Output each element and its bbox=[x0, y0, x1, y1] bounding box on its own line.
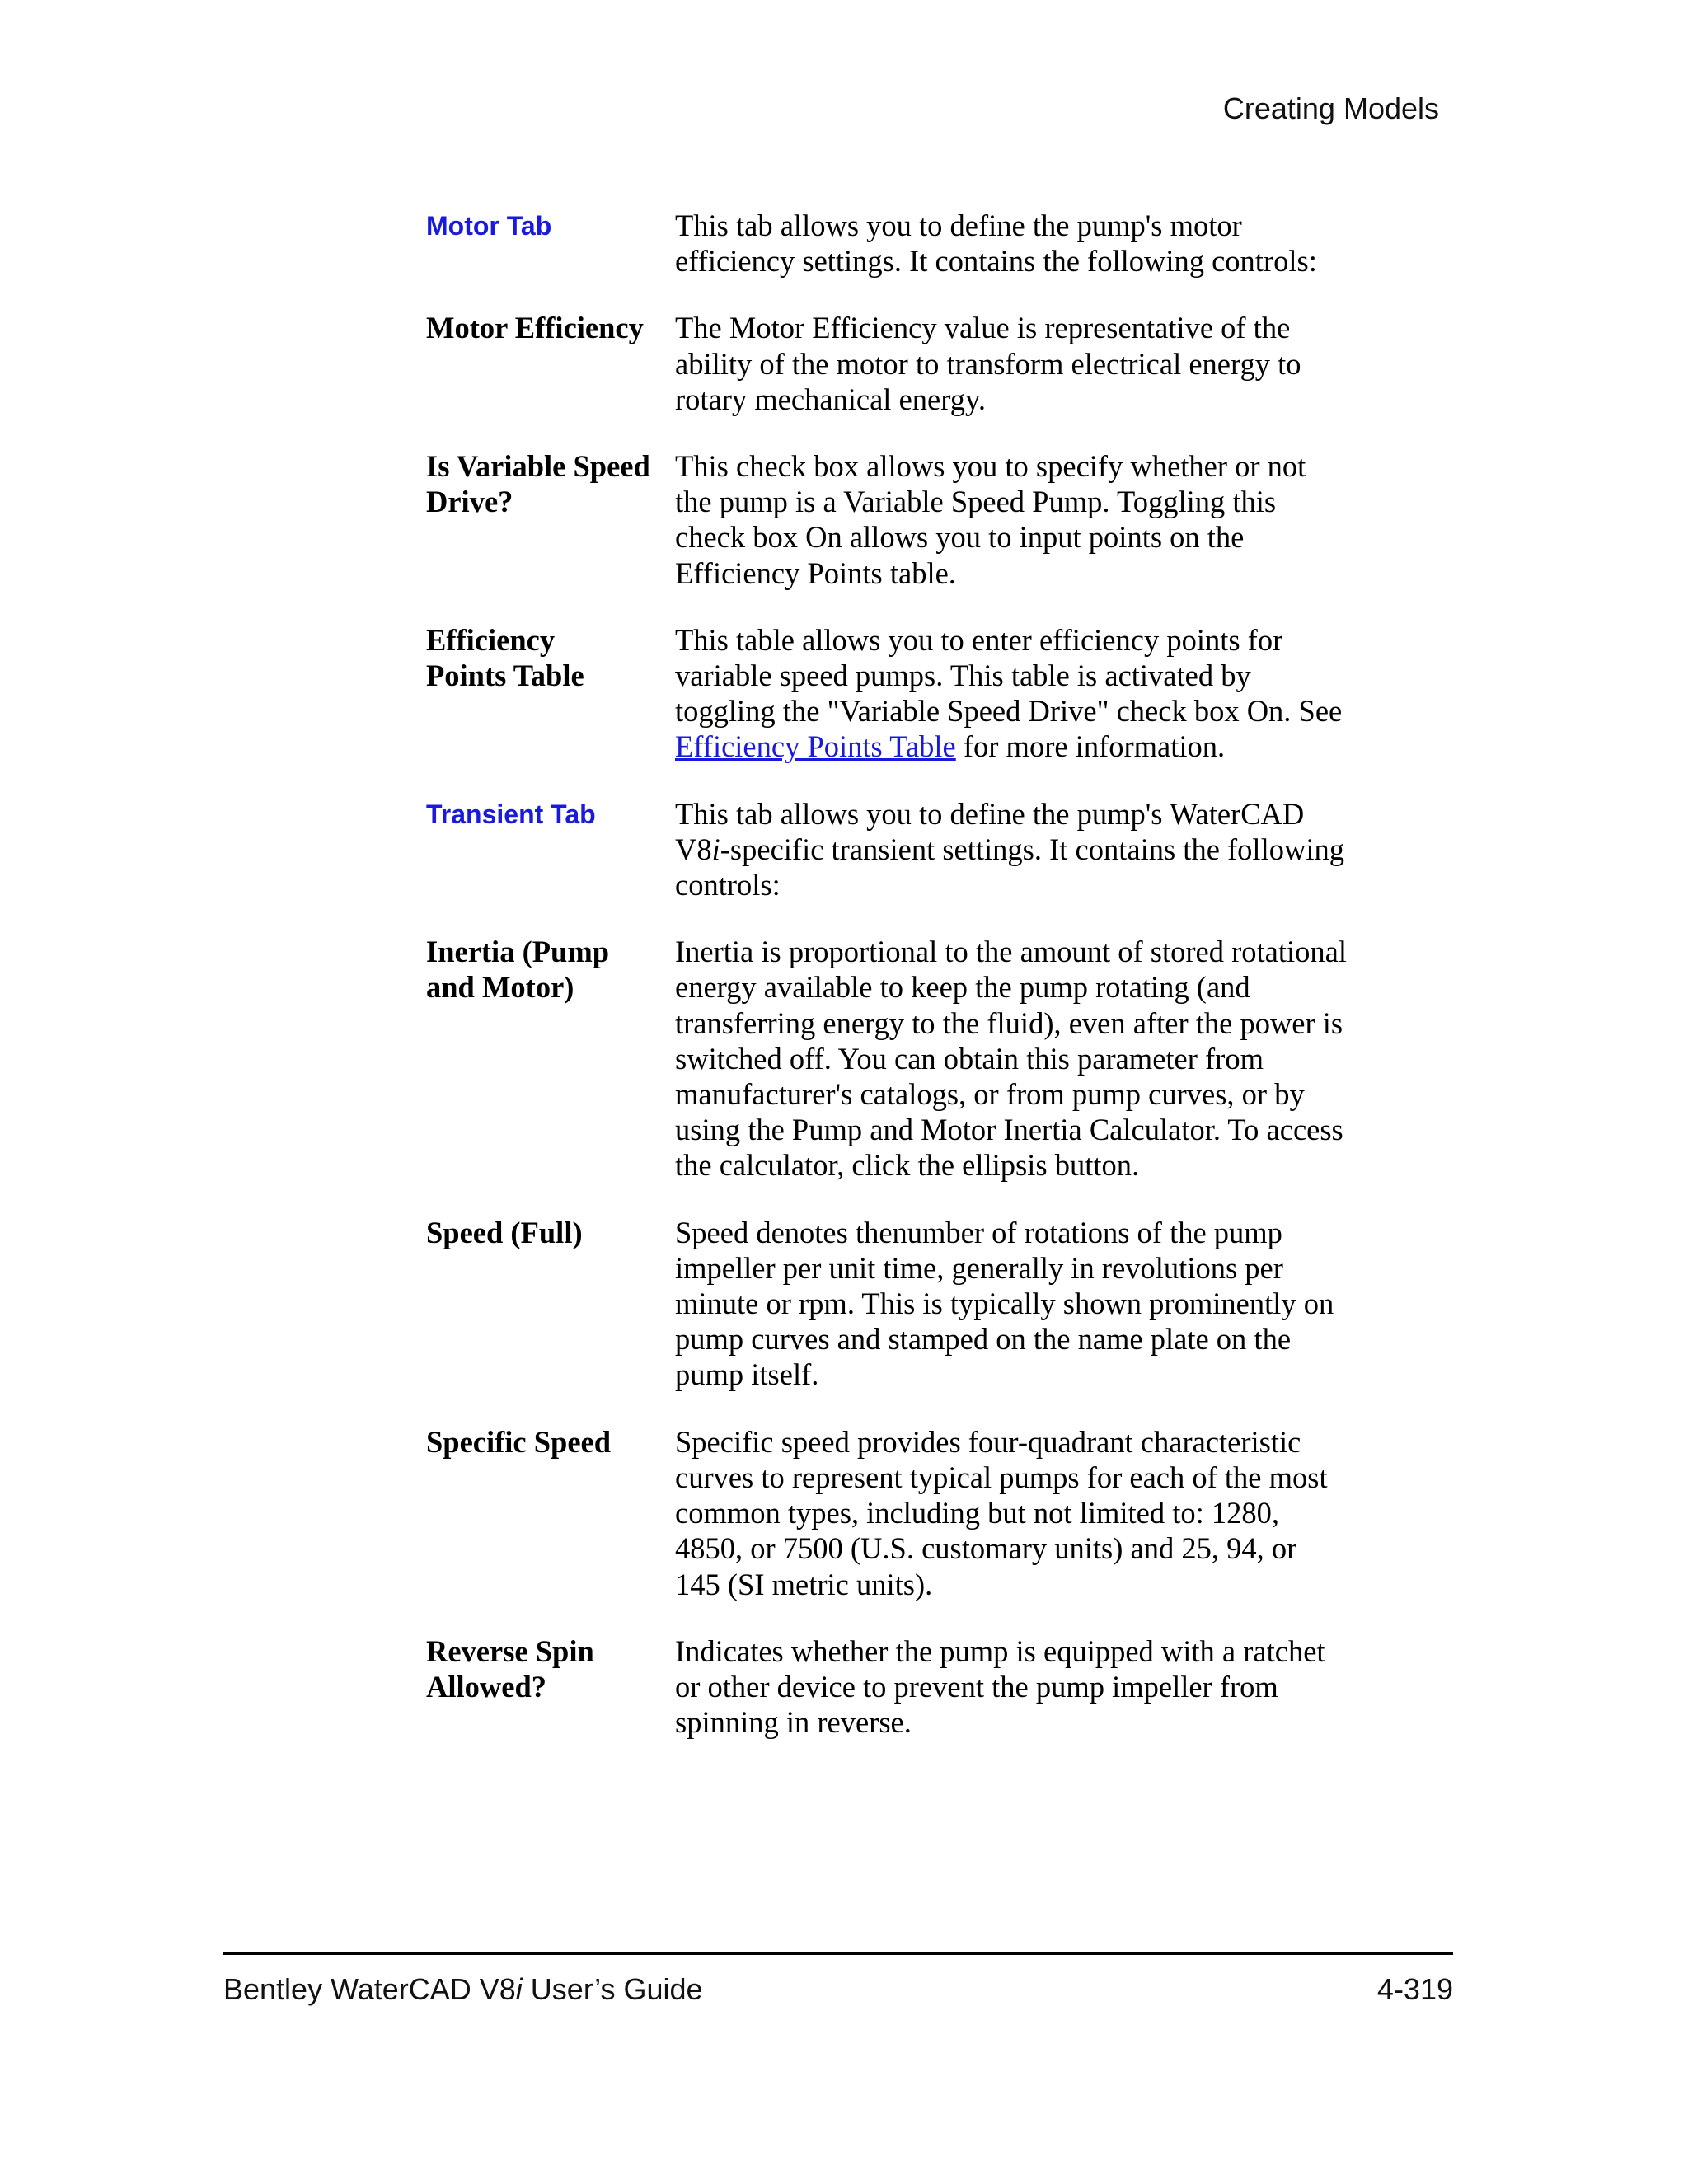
entry-speed-full bbox=[426, 1215, 1349, 1393]
entry-description: The Motor Efficiency value is representative of the ability of the motor to transform electrical energy to rotary mechanical energy. bbox=[675, 311, 1301, 416]
entry-description: Indicates whether the pump is equipped with a ratchet or other device to prevent the pump impeller from spinning in reverse. bbox=[675, 1633, 1325, 1740]
definition-list bbox=[426, 208, 1349, 1740]
entry-description: Speed denotes thenumber of rotations of the pump impeller per unit time, generally in revolutions per minute or rpm. This is typically shown prominently on pump curves and stamped on the name plate on the pump itself. bbox=[675, 1215, 1334, 1392]
entry-term: Inertia (Pump and Motor) bbox=[426, 935, 610, 1005]
entry-variable-speed-drive bbox=[426, 448, 1349, 591]
entry-term: Specific Speed bbox=[426, 1424, 612, 1459]
entry-transient-tab bbox=[426, 796, 1349, 903]
entry-term: Reverse Spin Allowed? bbox=[426, 1633, 594, 1704]
entry-description: Inertia is proportional to the amount of stored rotational energy available to keep the pump rotating (and transferring energy to the fluid), even after the power is switched off. You can obtain this parameter from manufacturer's catalogs, or from pump curves, or by using the Pump and Motor Inertia Calculator. To access the calculator, click the ellipsis button. bbox=[675, 935, 1347, 1183]
entry-description: This tab allows you to define the pump's motor efficiency settings. It contains the following controls: bbox=[675, 209, 1317, 279]
entry-description bbox=[675, 796, 1349, 903]
entry-description: Specific speed provides four-quadrant characteristic curves to represent typical pumps for each of the most common types, including but not limited to: 1280, 4850, or 7500 (U.S. customary units) and 25, 94, or 145 (SI metric units). bbox=[675, 1424, 1328, 1601]
entry-motor-efficiency bbox=[426, 310, 1349, 417]
version-suffix: i bbox=[711, 832, 720, 866]
footer-title-italic: i bbox=[515, 1972, 523, 2006]
entry-reverse-spin bbox=[426, 1633, 1349, 1741]
footer-divider bbox=[223, 1952, 1453, 1955]
description-text: -specific transient settings. It contains the following controls: bbox=[675, 832, 1344, 902]
footer-guide-title bbox=[223, 1970, 703, 2009]
page-number: 4-319 bbox=[1376, 1972, 1453, 2006]
entry-term: Efficiency Points Table bbox=[426, 622, 584, 692]
footer-title-text: User’s Guide bbox=[522, 1972, 703, 2006]
entry-motor-tab bbox=[426, 208, 1349, 279]
description-text: for more information. bbox=[955, 729, 1226, 764]
running-header: Creating Models bbox=[1222, 91, 1439, 125]
entry-term: Speed (Full) bbox=[426, 1215, 583, 1249]
entry-inertia bbox=[426, 934, 1349, 1183]
entry-term: Motor Efficiency bbox=[426, 311, 644, 345]
entry-description bbox=[675, 622, 1349, 765]
entry-specific-speed bbox=[426, 1424, 1349, 1602]
tab-heading-motor: Motor Tab bbox=[426, 211, 552, 241]
entry-efficiency-points-table bbox=[426, 622, 1349, 765]
description-text: This tab allows you to define the pump's WaterCAD V8 bbox=[675, 796, 1305, 866]
entry-term: Is Variable Speed Drive? bbox=[426, 449, 650, 519]
entry-description: This check box allows you to specify whether or not the pump is a Variable Speed Pump. Toggling this check box On allows you to input points on the Efficiency Points table. bbox=[675, 449, 1306, 590]
efficiency-points-table-link[interactable]: Efficiency Points Table bbox=[675, 729, 956, 764]
footer-title-text: Bentley WaterCAD V8 bbox=[223, 1972, 516, 2006]
tab-heading-transient: Transient Tab bbox=[426, 799, 596, 829]
description-text: This table allows you to enter efficiency points for variable speed pumps. This table is activated by toggling the "Variable Speed Drive" check box On. See bbox=[675, 622, 1343, 729]
